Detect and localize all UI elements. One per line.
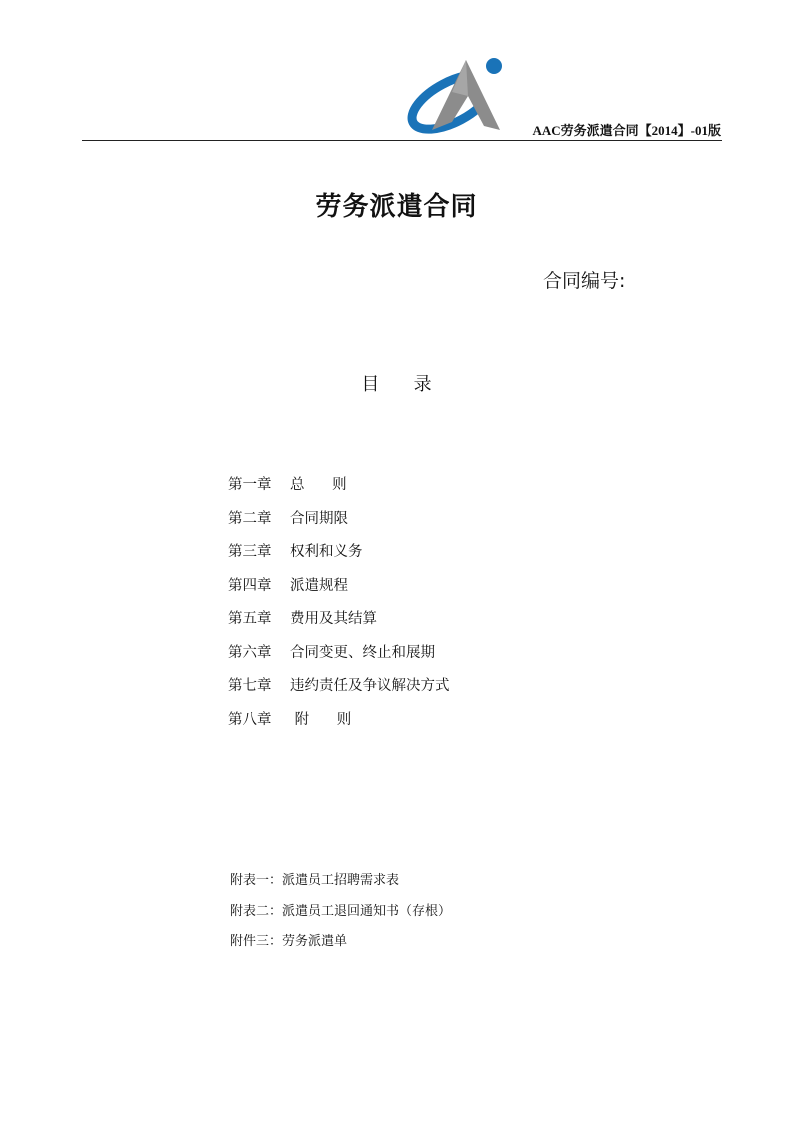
toc-item: [228, 642, 450, 676]
toc-chapter-number: 第五章: [228, 611, 272, 627]
appendix-item: 附表二：派遣员工退回通知书（存根）: [230, 903, 452, 919]
header-rule: [82, 140, 722, 141]
toc-item: [228, 675, 450, 709]
toc-item: [228, 474, 450, 508]
header-label: AAC劳务派遣合同【2014】-01版: [532, 123, 721, 138]
toc-item: [228, 575, 450, 609]
toc-chapter-title: 费用及其结算: [290, 611, 377, 627]
appendix-item: 附件三：劳务派遣单: [230, 934, 348, 949]
toc-title: 目 录: [361, 374, 432, 395]
toc-chapter-title: 违约责任及争议解决方式: [290, 678, 450, 694]
toc-chapter-title: 附 则: [290, 711, 352, 728]
company-logo-icon: [404, 52, 512, 134]
toc-chapter-title: 总 则: [290, 477, 347, 493]
appendix-item: 附表一：派遣员工招聘需求表: [230, 873, 400, 888]
appendix-list: [230, 872, 451, 964]
toc-chapter-title: 派遣规程: [290, 577, 348, 594]
toc-chapter-title: 合同变更、终止和展期: [290, 644, 435, 661]
toc-chapter-number: 第二章: [228, 510, 272, 527]
page-title: 劳务派遣合同: [315, 192, 478, 222]
contract-number-label: 合同编号:: [543, 270, 626, 292]
toc-chapter-number: 第八章: [228, 711, 272, 728]
toc-chapter-number: 第七章: [228, 678, 272, 694]
toc-item: [228, 541, 450, 575]
toc-chapter-number: 第三章: [228, 544, 272, 560]
toc-chapter-number: 第四章: [228, 577, 272, 594]
toc-chapter-number: 第六章: [228, 644, 272, 661]
table-of-contents: [228, 474, 450, 742]
toc-chapter-title: 合同期限: [290, 510, 348, 527]
toc-item: [228, 608, 450, 642]
toc-chapter-number: 第一章: [228, 477, 272, 493]
toc-item: [228, 508, 450, 542]
toc-chapter-title: 权利和义务: [290, 544, 363, 560]
toc-item: [228, 709, 450, 743]
